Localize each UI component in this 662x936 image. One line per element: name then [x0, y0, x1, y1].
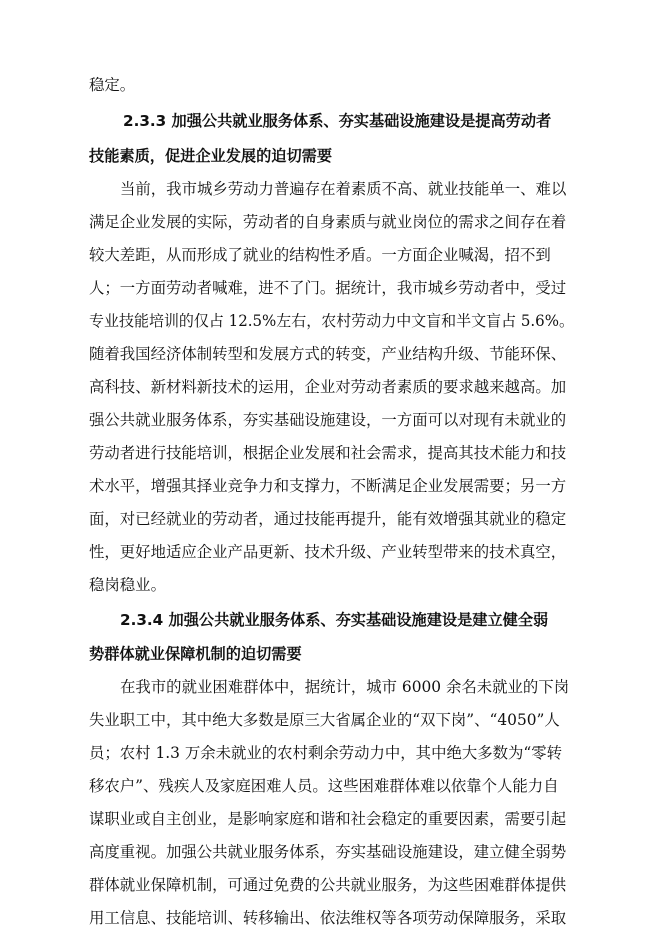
- section-heading: 势群体就业保障机制的迫切需要: [89, 645, 302, 663]
- section-heading: 技能素质，促进企业发展的迫切需要: [89, 147, 332, 165]
- body-line: 在我市的就业困难群体中，据统计，城市 6000 余名未就业的下岗: [120, 678, 570, 696]
- body-line: 面，对已经就业的劳动者，通过技能再提升，能有效增强其就业的稳定: [89, 510, 567, 528]
- body-line: 专业技能培训的仅占 12.5%左右，农村劳动力中文盲和半文盲占 5.6%。: [89, 312, 574, 330]
- body-line: 稳定。: [89, 76, 136, 94]
- body-line: 高度重视。加强公共就业服务体系，夯实基础设施建设，建立健全弱势: [89, 843, 567, 861]
- body-line: 谋职业或自主创业，是影响家庭和谐和社会稳定的重要因素，需要引起: [89, 810, 567, 828]
- body-line: 性，更好地适应企业产品更新、技术升级、产业转型带来的技术真空，: [89, 543, 567, 561]
- body-line: 员；农村 1.3 万余未就业的农村剩余劳动力中，其中绝大多数为“零转: [89, 744, 563, 762]
- body-line: 稳岗稳业。: [89, 576, 166, 594]
- body-line: 强公共就业服务体系，夯实基础设施建设，一方面可以对现有未就业的: [89, 411, 567, 429]
- section-heading: 2.3.4 加强公共就业服务体系、夯实基础设施建设是建立健全弱: [120, 611, 549, 629]
- body-line: 移农户”、残疾人及家庭困难人员。这些困难群体难以依靠个人能力自: [89, 777, 559, 795]
- body-line: 用工信息、技能培训、转移输出、依法维权等各项劳动保障服务，采取: [89, 909, 567, 927]
- section-heading: 2.3.3 加强公共就业服务体系、夯实基础设施建设是提高劳动者: [123, 112, 552, 130]
- body-line: 失业职工中，其中绝大多数是原三大省属企业的“双下岗”、“4050”人: [89, 711, 560, 729]
- body-line: 满足企业发展的实际，劳动者的自身素质与就业岗位的需求之间存在着: [89, 213, 567, 231]
- body-line: 随着我国经济体制转型和发展方式的转变，产业结构升级、节能环保、: [89, 345, 567, 363]
- body-line: 较大差距，从而形成了就业的结构性矛盾。一方面企业喊渴，招不到: [89, 246, 551, 264]
- body-line: 术水平，增强其择业竞争力和支撑力，不断满足企业发展需要；另一方: [89, 477, 567, 495]
- body-line: 群体就业保障机制，可通过免费的公共就业服务，为这些困难群体提供: [89, 876, 567, 894]
- body-line: 高科技、新材料新技术的运用，企业对劳动者素质的要求越来越高。加: [89, 378, 567, 396]
- body-line: 劳动者进行技能培训，根据企业发展和社会需求，提高其技术能力和技: [89, 444, 567, 462]
- body-line: 人；一方面劳动者喊难，进不了门。据统计，我市城乡劳动者中，受过: [89, 279, 567, 297]
- body-line: 当前，我市城乡劳动力普遍存在着素质不高、就业技能单一、难以: [120, 180, 567, 198]
